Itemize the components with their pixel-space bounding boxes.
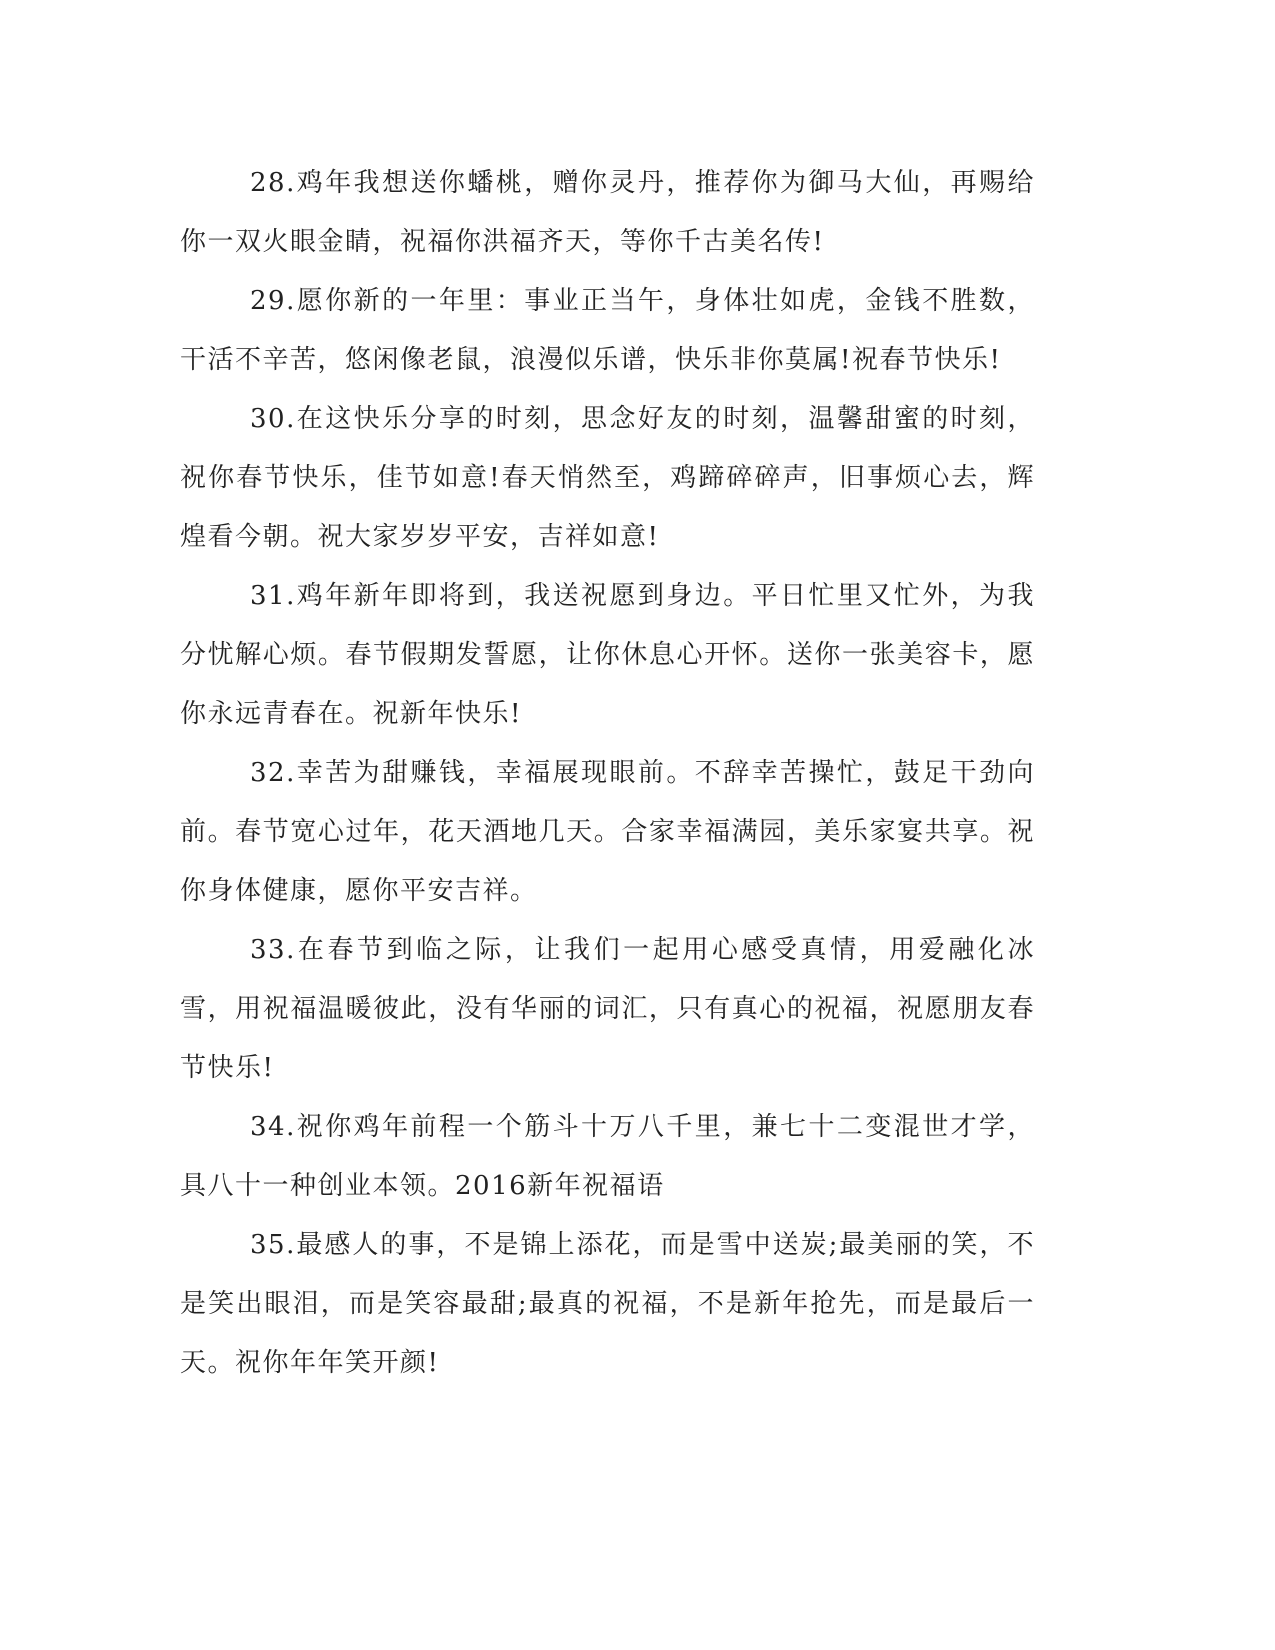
paragraph-31: 31.鸡年新年即将到，我送祝愿到身边。平日忙里又忙外，为我分忧解心烦。春节假期发誓愿，让你休息心开怀。送你一张美容卡，愿你永远青春在。祝新年快乐! [180,581,1035,729]
paragraph-34: 34.祝你鸡年前程一个筋斗十万八千里，兼七十二变混世才学，具八十一种创业本领。2016新年祝福语 [180,1112,1035,1201]
paragraph-30: 30.在这快乐分享的时刻，思念好友的时刻，温馨甜蜜的时刻，祝你春节快乐，佳节如意!春天悄然至，鸡蹄碎碎声，旧事烦心去，辉煌看今朝。祝大家岁岁平安，吉祥如意! [180,404,1035,552]
paragraph-32: 32.幸苦为甜赚钱，幸福展现眼前。不辞幸苦操忙，鼓足干劲向前。春节宽心过年，花天酒地几天。合家幸福满园，美乐家宴共享。祝你身体健康，愿你平安吉祥。 [180,758,1035,906]
paragraph-28: 28.鸡年我想送你蟠桃，赠你灵丹，推荐你为御马大仙，再赐给你一双火眼金睛，祝福你洪福齐天，等你千古美名传! [180,168,1035,257]
document-body [180,154,1035,1393]
paragraph-33: 33.在春节到临之际，让我们一起用心感受真情，用爱融化冰雪，用祝福温暖彼此，没有华丽的词汇，只有真心的祝福，祝愿朋友春节快乐! [180,935,1035,1083]
paragraph-29: 29.愿你新的一年里：事业正当午，身体壮如虎，金钱不胜数，干活不辛苦，悠闲像老鼠，浪漫似乐谱，快乐非你莫属!祝春节快乐! [180,286,1035,375]
paragraph-35: 35.最感人的事，不是锦上添花，而是雪中送炭;最美丽的笑，不是笑出眼泪，而是笑容最甜;最真的祝福，不是新年抢先，而是最后一天。祝你年年笑开颜! [180,1230,1035,1378]
